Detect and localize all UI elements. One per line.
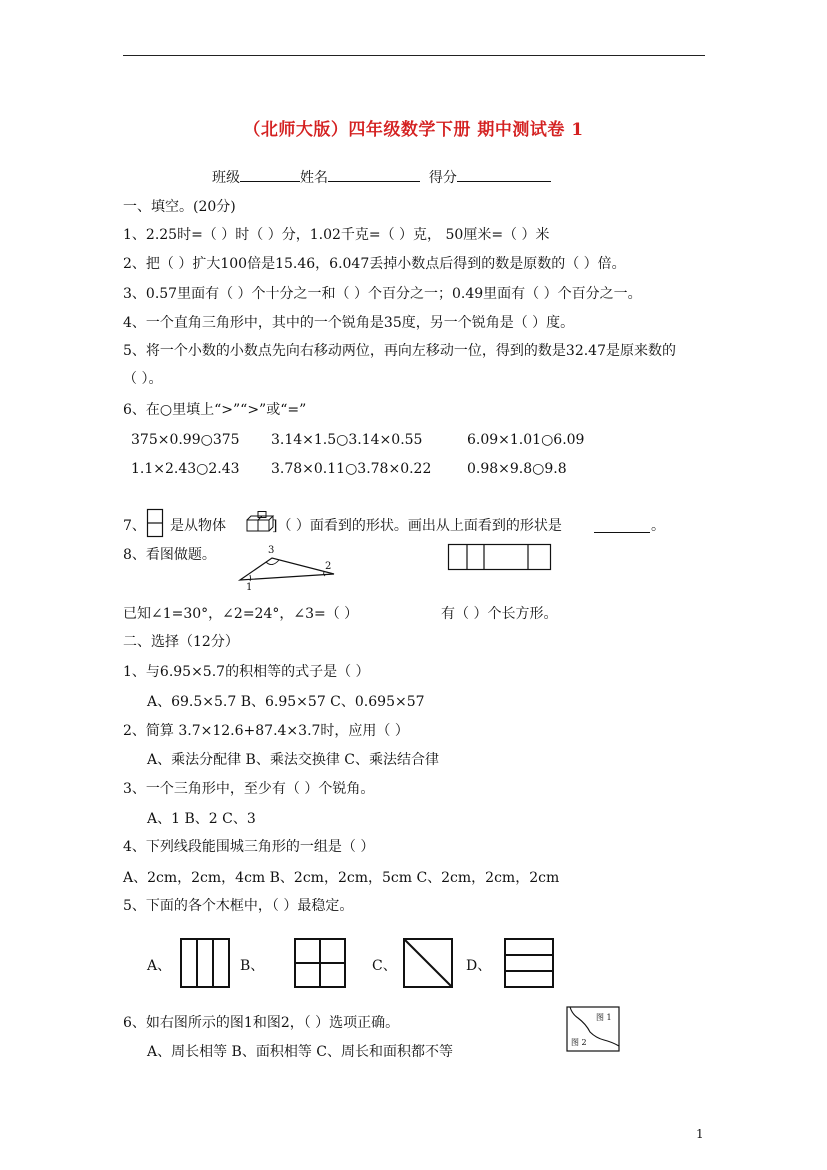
section1-heading: 一、填空。(20分) <box>123 199 236 215</box>
name-blank <box>328 167 420 182</box>
top-view-answer-blank <box>594 518 650 533</box>
s1-question-3: 3、0.57里面有（ ）个十分之一和（ ）个百分之一；0.49里面有（ ）个百分之一。 <box>123 286 642 302</box>
angle-label-2: 2 <box>325 561 332 572</box>
compare-item: 6.09×1.01○6.09 <box>467 432 585 448</box>
s1-question-4: 4、一个直角三角形中，其中的一个锐角是35度，另一个锐角是（ ）度。 <box>123 315 575 331</box>
section2-heading: 二、选择（12分） <box>123 634 239 650</box>
s1-question-2: 2、把（ ）扩大100倍是15.46，6.047丢掉小数点后得到的数是原数的（ ）倍。 <box>123 256 626 272</box>
compare-item: 0.98×9.8○9.8 <box>467 461 567 477</box>
score-label: 得分 <box>428 170 457 186</box>
s1-question-8-known: 已知∠1=30°，∠2=24°，∠3=（ ） <box>123 606 359 622</box>
s1-question-6-prompt: 6、在○里填上“>”“>”或“=” <box>123 402 307 418</box>
compare-item: 375×0.99○375 <box>131 432 240 448</box>
frame-c-diagonal <box>403 938 455 990</box>
s2-question-3-options: A、1 B、2 C、3 <box>147 811 256 827</box>
front-view-figure <box>147 509 165 539</box>
s1-question-1: 1、2.25时=（ ）时（ ）分，1.02千克=（ ）克， 50厘米=（ ）米 <box>123 227 550 243</box>
s2-question-2-options: A、乘法分配律 B、乘法交换律 C、乘法结合律 <box>147 752 440 768</box>
s1-question-7-text-a: 是从物体 <box>170 518 226 534</box>
frame-option-b-label: B、 <box>240 958 265 974</box>
score-blank <box>457 167 551 182</box>
s2-question-4: 4、下列线段能围城三角形的一组是（ ） <box>123 839 375 855</box>
s2-question-5: 5、下面的各个木框中，（ ）最稳定。 <box>123 898 354 914</box>
s2-question-3: 3、一个三角形中，至少有（ ）个锐角。 <box>123 781 375 797</box>
s2-question-2: 2、简算 3.7×12.6+87.4×3.7时，应用（ ） <box>123 723 409 739</box>
s1-question-8: 8、看图做题。 <box>123 547 216 563</box>
student-info <box>212 167 551 187</box>
s1-question-7-text-b: ]（ ）面看到的形状。画出从上面看到的形状是 <box>272 518 562 534</box>
triangle-angle-figure <box>236 548 346 598</box>
page-title: （北师大版）四年级数学下册 期中测试卷 1 <box>243 120 584 140</box>
s2-question-6: 6、如右图所示的图1和图2，（ ）选项正确。 <box>123 1015 400 1031</box>
compare-item: 3.14×1.5○3.14×0.55 <box>271 432 423 448</box>
s1-question-5-line1: 5、将一个小数的小数点先向右移动两位，再向左移动一位，得到的数是32.47是原来数的 <box>123 343 676 359</box>
compare-item: 3.78×0.11○3.78×0.22 <box>271 461 432 477</box>
s1-question-7-number: 7、 <box>123 518 146 534</box>
s2-question-1: 1、与6.95×5.7的积相等的式子是（ ） <box>123 664 370 680</box>
class-label: 班级 <box>212 170 240 186</box>
frame-d-horizontal-bars <box>504 938 556 990</box>
s2-question-6-options: A、周长相等 B、面积相等 C、周长和面积都不等 <box>147 1044 454 1060</box>
name-label: 姓名 <box>300 170 328 186</box>
figure-1-label: 图 1 <box>596 1013 612 1022</box>
frame-a-vertical-bars <box>180 938 232 990</box>
header-rule <box>123 55 705 56</box>
rectangle-count-figure <box>448 544 552 572</box>
angle-label-1: 1 <box>246 582 253 593</box>
class-blank <box>240 167 300 182</box>
s2-question-4-options: A、2cm，2cm，4cm B、2cm，2cm，5cm C、2cm，2cm，2cm <box>123 870 560 886</box>
frame-option-a-label: A、 <box>147 958 172 974</box>
compare-item: 1.1×2.43○2.43 <box>131 461 240 477</box>
s1-question-7-period: 。 <box>651 518 665 534</box>
frame-option-d-label: D、 <box>466 958 492 974</box>
s1-question-8-rect: 有（ ）个长方形。 <box>441 606 558 622</box>
angle-label-3: 3 <box>268 545 275 556</box>
frame-option-c-label: C、 <box>372 958 397 974</box>
cube-object-figure <box>245 511 275 537</box>
s2-question-1-options: A、69.5×5.7 B、6.95×57 C、0.695×57 <box>147 694 425 710</box>
figure-2-label: 图 2 <box>571 1038 587 1047</box>
frame-b-cross <box>294 938 348 990</box>
s1-question-5-line2: （ ）。 <box>123 371 163 387</box>
page-number: 1 <box>696 1127 704 1141</box>
